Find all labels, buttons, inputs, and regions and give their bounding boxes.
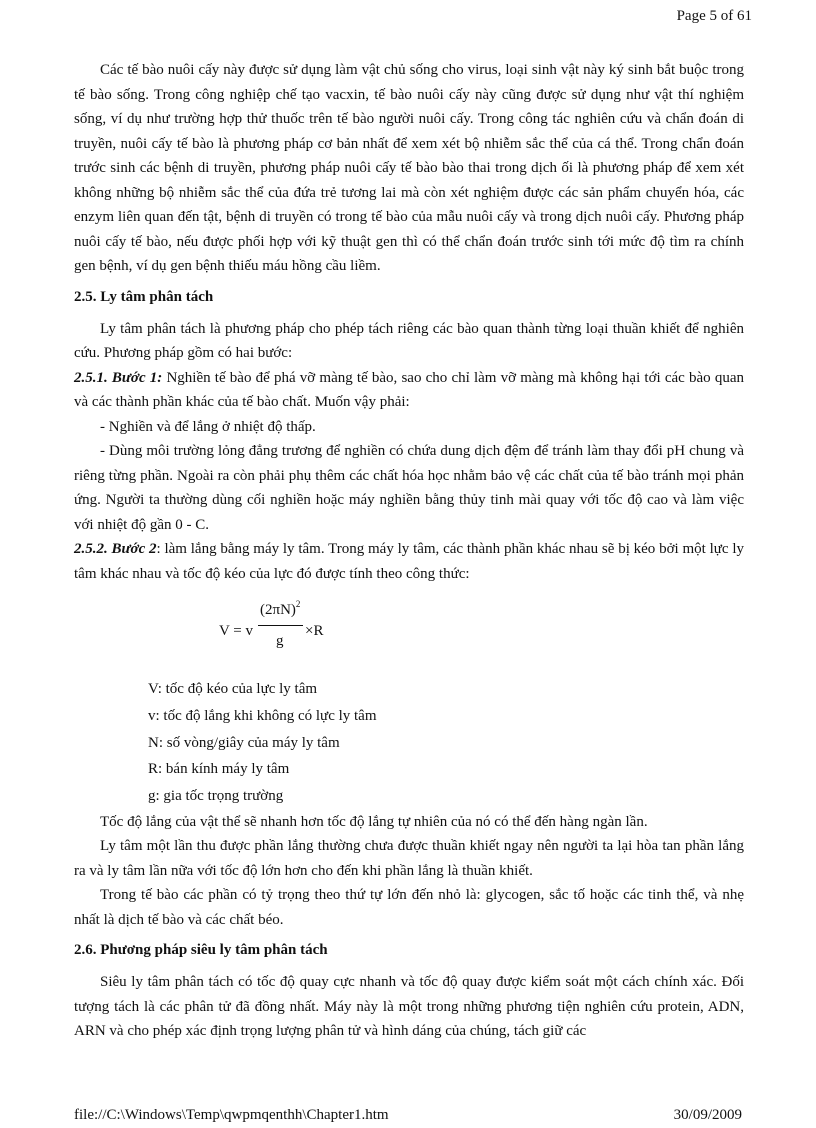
bullet-item-1: - Nghiền và để lắng ở nhiệt độ thấp. [100,418,316,435]
formula-numerator-text: (2πN) [260,602,296,618]
formula-denominator: g [276,633,284,649]
definition-item: g: gia tốc trọng trường [148,788,284,805]
definition-item: V: tốc độ kéo của lực ly tâm [148,681,318,697]
definition-item: N: số vòng/giây của máy ly tâm [148,734,340,751]
centrifuge-formula [74,596,744,668]
paragraph-step-1 [74,366,744,415]
step-2-text: : làm lắng bằng máy ly tâm. Trong máy ly tâm, các thành phần khác nhau sẽ bị kéo bởi một lực ly tâm khác nhau và tốc độ kéo của lực đó được tính theo công thức: [74,541,744,582]
formula-lhs: V = v [219,623,254,639]
step-1-text: Nghiền tế bào để phá vỡ màng tế bào, sao cho chỉ làm vỡ màng mà không hại tới các bào quan và các thành phần khác của tế bào chất. Muốn vậy phải: [74,369,744,410]
paragraph-centrifuge-intro: Ly tâm phân tách là phương pháp cho phép tách riêng các bào quan thành từng loại thuần khiết để nghiên cứu. Phương pháp gồm có hai bước: [74,320,744,361]
step-1-label: 2.5.1. Bước 1: [74,369,163,386]
formula-fraction-bar [258,625,303,626]
formula-rhs: ×R [305,623,324,639]
definition-item: R: bán kính máy ly tâm [148,761,290,778]
paragraph-step-2 [74,537,744,586]
paragraph-density-order: Trong tế bào các phần có tỷ trọng theo thứ tự lớn đến nhỏ là: glycogen, sắc tố hoặc các tinh thể, và nhẹ nhất là dịch tế bào và các chất béo. [74,887,744,928]
paragraph-repeat-centrifuge: Ly tâm một lần thu được phần lắng thường chưa được thuần khiết ngay nên người ta lại hòa tan phần lắng ra và ly tâm lần nữa với tốc độ lớn hơn cho đến khi phần lắng là thuần khiết. [74,838,744,879]
footer-file-path: file://C:\Windows\Temp\qwpmqenthh\Chapter1.htm [74,1107,389,1123]
formula-exponent: 2 [295,599,301,609]
definition-item: v: tốc độ lắng khi không có lực ly tâm [148,707,377,724]
bullet-item-2: - Dùng môi trường lỏng đẳng trương để nghiền có chứa dung dịch đệm để tránh làm thay đổi pH chung và riêng từng phần. Ngoài ra còn phải phụ thêm các chất hóa học nhằm bảo vệ các chất của tế bào tránh mọi phản ứng. Người ta thường dùng cối nghiền hoặc máy nghiền bằng thủy tinh mài quay với tốc độ cao và làm việc với nhiệt độ gần 0 - C. [74,443,744,533]
paragraph-ultracentrifuge: Siêu ly tâm phân tách có tốc độ quay cực nhanh và tốc độ quay được kiểm soát một cách chính xác. Đối tượng tách là các phân tử đã đồng nhất. Máy này là một trong những phương tiện nghiên cứu protein, ADN, ARN và cho phép xác định trọng lượng phân tử và hình dáng của chúng, tách giữ các [74,974,744,1040]
formula-numerator [260,598,300,624]
step-2-label: 2.5.2. Bước 2 [74,541,157,557]
paragraph-settling-speed: Tốc độ lắng của vật thể sẽ nhanh hơn tốc độ lắng tự nhiên của nó có thể đến hàng ngàn lần. [100,813,648,830]
document-body [74,58,744,1044]
heading-2-6: 2.6. Phương pháp siêu ly tâm phân tách [74,942,328,959]
paragraph-cell-culture: Các tế bào nuôi cấy này được sử dụng làm vật chủ sống cho virus, loại sinh vật này ký sinh bắt buộc trong tế bào sống. Trong công nghiệp chế tạo vacxin, tế bào nuôi cấy này cũng được sử dụng như vật thí nghiệm sống, ví dụ như trường hợp thử thuốc trên tế bào người nuôi cấy. Trong công tác nghiên cứu và chẩn đoán di truyền, nuôi cấy tế bào là phương pháp cơ bản nhất để xem xét bộ nhiễm sắc thể của cá thể. Trong chẩn đoán trước sinh các bệnh di truyền, phương pháp nuôi cấy tế bào bào thai trong dịch ối là phương pháp để xem xét không những bộ nhiễm sắc thể của đứa trẻ tương lai mà còn xét nghiệm được các sản phẩm chuyển hóa, các enzym liên quan đến tật, bệnh di truyền có trong tế bào của mẫu nuôi cấy và trong dịch nuôi cấy. Phương pháp nuôi cấy tế bào, nếu được phối hợp với kỹ thuật gen thì có thể chẩn đoán trước sinh tới mức độ tìm ra chính gen bệnh, ví dụ gen bệnh thiếu máu hồng cầu liềm. [74,62,744,274]
footer-date: 30/09/2009 [673,1107,742,1123]
page-number: Page 5 of 61 [676,8,752,24]
formula-definitions [74,676,744,810]
heading-2-5: 2.5. Ly tâm phân tách [74,288,214,305]
